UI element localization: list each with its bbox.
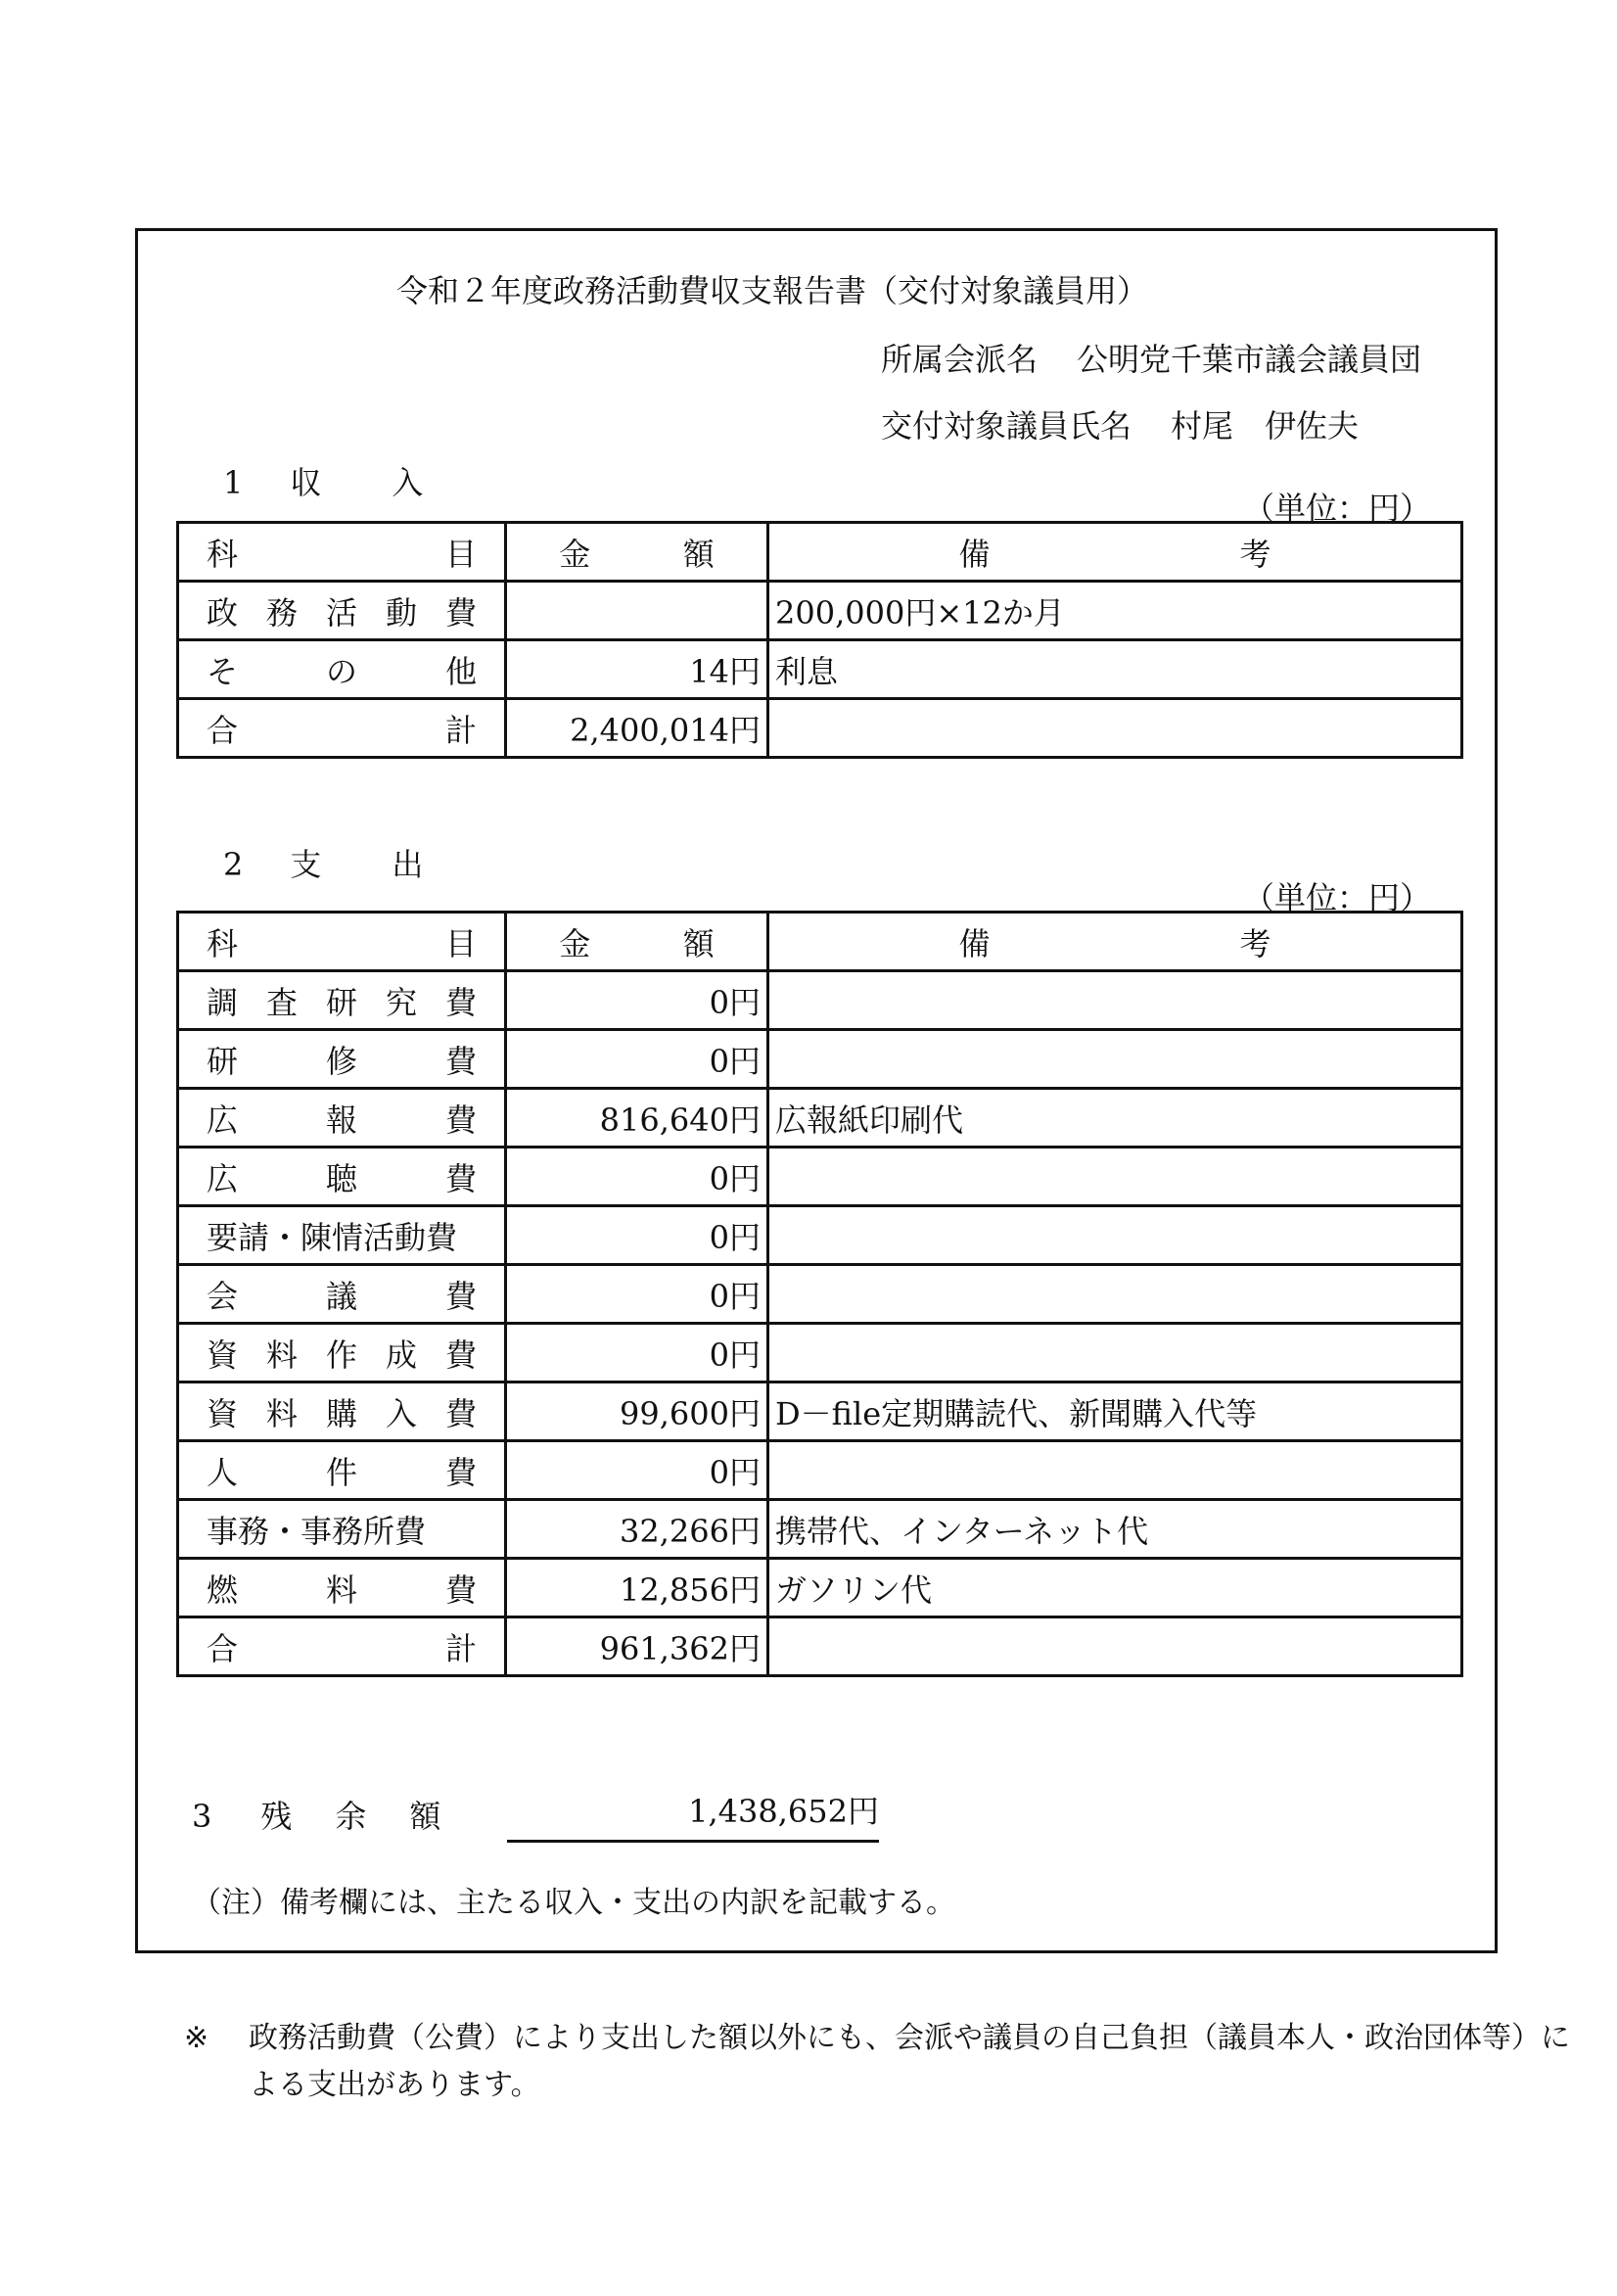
- row-amount: 0円: [506, 1030, 768, 1089]
- row-amount: 0円: [506, 1265, 768, 1324]
- row-item-label: 広 報 費: [207, 1101, 477, 1139]
- footnote-text: 政務活動費（公費）により支出した額以外にも、会派や議員の自己負担（議員本人・政治団体等）による支出があります。: [249, 2021, 1570, 2102]
- header-amount: 金 額: [506, 913, 768, 971]
- row-item-label: 資 料 作 成 費: [207, 1335, 477, 1374]
- row-note: D－file定期購読代、新聞購入代等: [768, 1382, 1462, 1441]
- header-item: 科 目: [178, 913, 506, 971]
- member-line: [881, 401, 1359, 446]
- member-label: 交付対象議員氏名: [881, 407, 1132, 445]
- row-item-label: 人 件 費: [207, 1453, 477, 1491]
- row-item: [178, 582, 506, 640]
- row-note: [768, 1324, 1462, 1382]
- row-note: [768, 1206, 1462, 1265]
- row-amount: 0円: [506, 1441, 768, 1500]
- balance-label: [192, 1792, 484, 1837]
- faction-line: [881, 335, 1421, 380]
- income-row: [178, 582, 1462, 640]
- expense-heading: [223, 840, 423, 885]
- income-unit: （単位：円）: [1242, 490, 1431, 527]
- row-item: [178, 1324, 506, 1382]
- row-note: 広報紙印刷代: [768, 1089, 1462, 1148]
- expense-row: [178, 971, 1462, 1030]
- expense-unit: （単位：円）: [1242, 879, 1431, 916]
- row-item-label: そ の 他: [207, 652, 477, 690]
- income-heading-char: 入: [392, 464, 424, 501]
- member-value: 村尾 伊佐夫: [1171, 407, 1360, 445]
- income-header-row: [178, 523, 1462, 582]
- row-item-label: 政 務 活 動 費: [207, 593, 477, 632]
- row-item-label: 合 計: [207, 1629, 477, 1667]
- income-row: [178, 640, 1462, 699]
- expense-heading-char: 出: [392, 846, 424, 883]
- row-amount: 99,600円: [506, 1382, 768, 1441]
- expense-heading-number: 2: [223, 846, 244, 883]
- row-item: [178, 1206, 506, 1265]
- faction-value: 公明党千葉市議会議員団: [1077, 341, 1422, 378]
- expense-header-row: [178, 913, 1462, 971]
- document-title: 令和２年度政務活動費収支報告書（交付対象議員用）: [396, 272, 1149, 309]
- row-item: [178, 1089, 506, 1148]
- row-item-label: 広 聴 費: [207, 1159, 477, 1197]
- row-item-label: 研 修 費: [207, 1042, 477, 1080]
- row-item-label: 事務・事務所費: [207, 1512, 427, 1550]
- row-item: [178, 1500, 506, 1559]
- row-note: 携帯代、インターネット代: [768, 1500, 1462, 1559]
- balance-number: 3: [192, 1798, 212, 1835]
- row-amount: 0円: [506, 971, 768, 1030]
- row-amount: 961,362円: [506, 1617, 768, 1676]
- header-item: 科 目: [178, 523, 506, 582]
- row-amount: 2,400,014円: [506, 699, 768, 758]
- row-item: [178, 1382, 506, 1441]
- income-heading-number: 1: [223, 464, 244, 501]
- expense-row: [178, 1500, 1462, 1559]
- row-amount: 0円: [506, 1206, 768, 1265]
- row-amount: 14円: [506, 640, 768, 699]
- row-note: [768, 1148, 1462, 1206]
- row-item-label: 要請・陳情活動費: [207, 1218, 458, 1256]
- remarks-note: （注）備考欄には、主たる収入・支出の内訳を記載する。: [192, 1886, 955, 1920]
- row-item: [178, 1265, 506, 1324]
- row-item: [178, 1559, 506, 1617]
- income-heading: [223, 458, 423, 503]
- header-note: 備 考: [768, 913, 1462, 971]
- row-note: [768, 1441, 1462, 1500]
- row-item-label: 資 料 購 入 費: [207, 1394, 477, 1432]
- row-amount: 32,266円: [506, 1500, 768, 1559]
- income-table: [176, 521, 1463, 759]
- row-amount: 816,640円: [506, 1089, 768, 1148]
- row-amount: 0円: [506, 1324, 768, 1382]
- row-amount: 12,856円: [506, 1559, 768, 1617]
- expense-row: [178, 1030, 1462, 1089]
- row-item: [178, 1617, 506, 1676]
- balance-value: 1,438,652円: [507, 1787, 879, 1843]
- expense-row: [178, 1265, 1462, 1324]
- expense-heading-char: 支: [290, 846, 322, 883]
- income-heading-char: 収: [290, 464, 322, 501]
- row-item: [178, 1441, 506, 1500]
- row-note: [768, 1030, 1462, 1089]
- row-amount: 0円: [506, 1148, 768, 1206]
- row-note: 利息: [768, 640, 1462, 699]
- row-note: ガソリン代: [768, 1559, 1462, 1617]
- row-item-label: 調 査 研 究 費: [207, 983, 477, 1021]
- row-item-label: 会 議 費: [207, 1277, 477, 1315]
- expense-row: [178, 1206, 1462, 1265]
- row-item: [178, 640, 506, 699]
- balance-label-char: 余: [335, 1798, 367, 1835]
- balance-label-char: 額: [409, 1798, 441, 1835]
- row-note: [768, 1617, 1462, 1676]
- expense-row: [178, 1382, 1462, 1441]
- row-item-label: 合 計: [207, 711, 477, 749]
- row-item-label: 燃 料 費: [207, 1570, 477, 1609]
- row-item: [178, 971, 506, 1030]
- income-row: [178, 699, 1462, 758]
- row-item: [178, 699, 506, 758]
- row-note: [768, 1265, 1462, 1324]
- footnote: [184, 2015, 1570, 2109]
- footnote-mark: ※: [184, 2021, 209, 2055]
- header-note: 備 考: [768, 523, 1462, 582]
- expense-row: [178, 1559, 1462, 1617]
- row-item: [178, 1030, 506, 1089]
- expense-row: [178, 1089, 1462, 1148]
- expense-row: [178, 1148, 1462, 1206]
- row-item: [178, 1148, 506, 1206]
- row-note: 200,000円×12か月: [768, 582, 1462, 640]
- expense-table: [176, 911, 1463, 1677]
- row-note: [768, 699, 1462, 758]
- faction-label: 所属会派名: [881, 341, 1039, 378]
- balance-label-char: 残: [260, 1798, 293, 1835]
- row-amount: [506, 582, 768, 640]
- row-note: [768, 971, 1462, 1030]
- expense-row: [178, 1324, 1462, 1382]
- expense-row: [178, 1617, 1462, 1676]
- expense-row: [178, 1441, 1462, 1500]
- header-amount: 金 額: [506, 523, 768, 582]
